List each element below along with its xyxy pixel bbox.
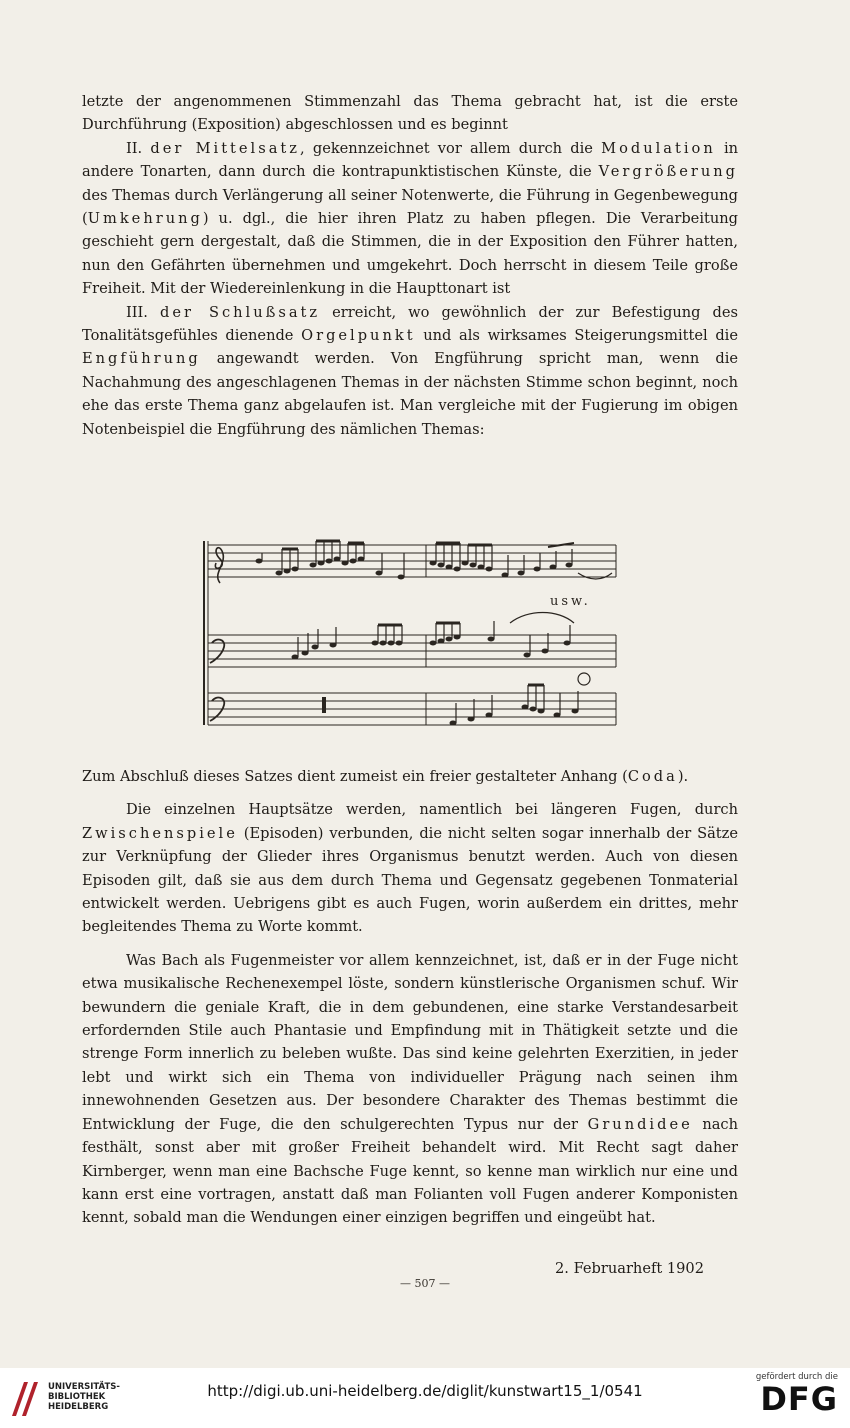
paragraph-bach: Was Bach als Fugenmeister vor allem kennzeichnet, ist, daß er in der Fuge nicht etwa musikalische Rechenexempel löste, sondern künstlerische Organismen schuf. Wir bewundern die geniale Kraft, die in dem gebundenen, eine starke Verstandesarbeit erfordernden Stile auch Phantasie und Empfindung mit in Thätigkeit setzte und die strenge Form innerlich zu beleben wußte. Das sind keine gelehrten Exerzitien, in jeder lebt und wirkt sich ein Thema von individueller Prägung nach seinen ihm innewohnenden Gesetzen aus. Der besondere Charakter des Themas bestimmt die Entwicklung der Fuge, die den schulgerechten Typus nur der Grundidee nach festhält, sonst aber mit großer Freiheit behandelt wird. Mit Recht sagt daher Kirnberger, wenn man eine Bachsche Fuge kennt, so kenne man wirklich nur eine und kann erst eine vortragen, anstatt daß man Folianten voll Fugen anderer Komponisten kennt, sobald man die Wendungen einer einzigen begriffen und eingeübt hat. [82,951,739,1227]
spaced-term: Coda [627,768,678,785]
staff-treble [208,545,616,577]
spaced-term: Orgelpunkt [301,327,416,345]
funder-logo[interactable] [756,1372,838,1416]
spaced-term: Vergrößerung [598,163,738,181]
paragraph-mittelsatz: II. der Mittelsatz, gekennzeichnet vor allem durch die Modulation in andere Tonarten, dann durch die kontrapunktistischen Künste, die Vergrößerung des Themas durch Verlängerung all seiner Notenwerte, die Führung in Gegenbewegung (Umkehrung) u. dgl., die hier ihren Platz zu haben pflegen. Die Verarbeitung geschieht gern dergestalt, daß die Stimmen, die in der Exposition den Führer hatten, nun den Gefährten übernehmen und umgekehrt. Doch herrscht in diesem Teile große Freiheit. Mit der Wiedereinlenkung in die Haupttonart ist [82,139,739,298]
music-score [198,533,618,733]
staff-bass-2 [208,693,616,725]
paragraph: letzte der angenommenen Stimmenzahl das Thema gebracht hat, ist die erste Durchführung (Exposition) abgeschlossen und es beginnt [82,93,738,134]
issue-date: 2. Februarheft 1902 [555,1260,705,1277]
paragraph-schlusssatz: III. der Schlußsatz erreicht, wo gewöhnlich der zur Befestigung des Tonalitätsgefühles dienende Orgelpunkt und als wirksames Steigerungsmittel die Engführung angewandt werden. Von Engführung spricht man, wenn die Nachahmung des angeschlagenen Themas in der nächsten Stimme schon beginnt, noch ehe das erste Thema ganz abgelaufen ist. Man vergleiche mit der Fugierung im obigen Notenbeispiel die Engführung des nämlichen Themas: [82,303,738,438]
spaced-term: Modulation [601,139,716,157]
funder-caption: gefördert durch die [755,1372,838,1382]
dfg-logo-text: DFG [760,1380,838,1418]
usw-label: usw. [550,594,591,609]
spaced-term: Grundidee [587,1115,693,1133]
staff-bass-1 [208,635,616,667]
spaced-term: Umkehrung [87,210,203,228]
body-text-top [82,90,738,441]
footer-bar [0,1368,850,1428]
spaced-term: der Schlußsatz [159,303,321,321]
spaced-term: Engführung [82,350,201,368]
paragraph-zwischenspiele: Die einzelnen Hauptsätze werden, namentlich bei längeren Fugen, durch Zwischenspiele (Episoden) verbunden, die nicht selten sogar innerhalb der Sätze zur Verknüpfung der Glieder ihres Organismus benutzt werden. Auch von diesen Episoden gilt, daß sie aus dem durch Thema und Gegensatz gegebenen Tonmaterial entwickelt werden. Uebrigens gibt es auch Fugen, worin außerdem ein drittes, mehr begleitendes Thema zu Worte kommt. [82,801,738,936]
permalink-url[interactable]: http://digi.ub.uni-heidelberg.de/diglit/kunstwart15_1/0541 [207,1382,643,1400]
page-number: — 507 — [400,1277,450,1290]
library-name: UNIVERSITÄTS- BIBLIOTHEK HEIDELBERG [48,1382,120,1412]
paragraph-coda: Zum Abschluß dieses Satzes dient zumeist ein freier gestalteter Anhang (Coda). [82,768,689,785]
spaced-term: Zwischenspiele [82,824,238,842]
spaced-term: der Mittelsatz [150,139,300,157]
body-text-bottom [82,765,738,1230]
